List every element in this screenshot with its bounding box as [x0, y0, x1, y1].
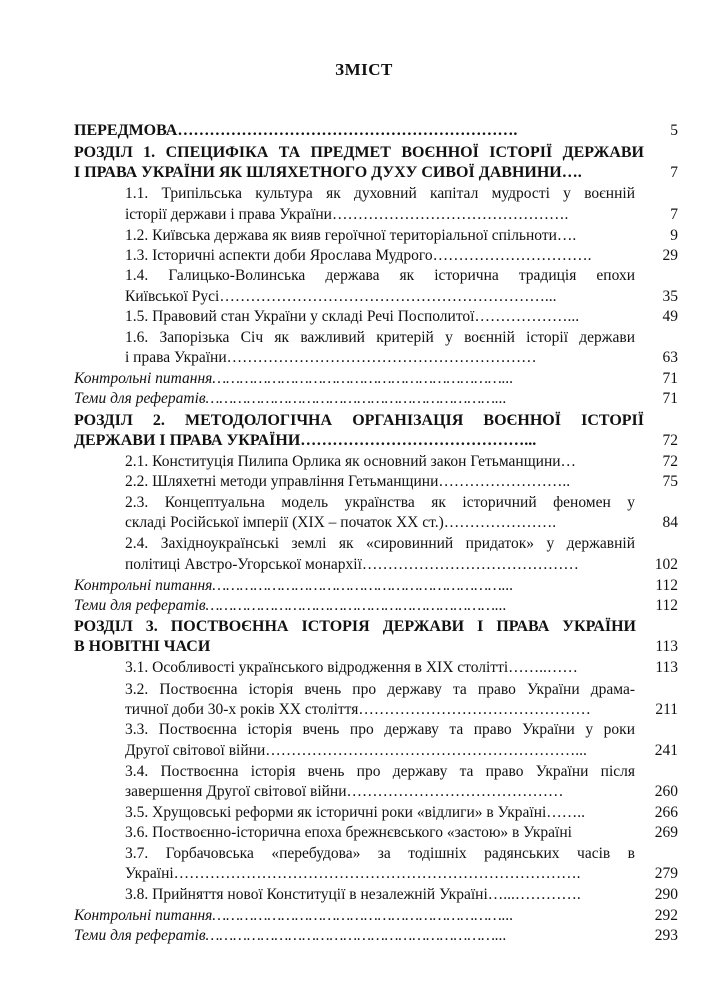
toc-section-2-4[interactable]: 2.4. Західноукраїнські землі як «сировинний придаток» у державній [125, 535, 635, 552]
toc-essay-topics-1[interactable]: Теми для рефератів………………………………………………………... [74, 390, 507, 407]
toc-page-number: 29 [662, 247, 678, 264]
toc-section-3-2-cont[interactable]: тичної доби 30-х років ХХ століття……………………………………… [125, 701, 591, 718]
toc-essay-topics-2[interactable]: Теми для рефератів………………………………………………………... [74, 597, 507, 614]
toc-section-3-2[interactable]: 3.2. Поствоєнна історія вчень про державу та право України драма- [125, 681, 635, 698]
toc-section-1-4-cont[interactable]: Київської Русі………………………………………………………... [125, 288, 557, 305]
toc-section-3-5[interactable]: 3.5. Хрущовські реформи як історичні роки «відлиги» в Україні…….. [125, 804, 586, 821]
toc-section-1-1[interactable]: 1.1. Трипільська культура як духовний капітал мудрості у воєнній [125, 185, 635, 202]
toc-chapter-2-title-cont[interactable]: ДЕРЖАВИ І ПРАВА УКРАЇНИ……………………………………... [74, 432, 537, 449]
toc-review-questions-3[interactable]: Контрольні питання………………………………………………………... [74, 907, 514, 924]
toc-section-3-4[interactable]: 3.4. Поствоєнна історія вчень про державу та право України після [125, 763, 635, 780]
toc-page-number: 260 [654, 783, 678, 800]
toc-section-3-7-cont[interactable]: Україні……………………………………………………………………. [125, 865, 581, 882]
toc-page-number: 7 [670, 206, 678, 223]
toc-section-2-4-cont[interactable]: політиці Австро-Угорської монархії…………………………………… [125, 556, 579, 573]
toc-section-1-5[interactable]: 1.5. Правовий стан України у складі Речі Посполитої………………... [125, 308, 580, 325]
toc-section-2-3[interactable]: 2.3. Концептуальна модель українства як історичний феномен у [125, 494, 635, 511]
toc-section-3-1[interactable]: 3.1. Особливості українського відродження в ХІХ столітті……..…… [125, 659, 578, 676]
toc-page-number: 71 [662, 390, 678, 407]
toc-page-number: 113 [655, 638, 678, 655]
toc-page-number: 102 [654, 556, 678, 573]
toc-page-number: 279 [654, 865, 678, 882]
toc-page-number: 75 [662, 473, 678, 490]
toc-page-number: 49 [662, 308, 678, 325]
toc-page-number: 72 [662, 432, 678, 449]
toc-page-number: 241 [654, 742, 678, 759]
toc-section-3-7[interactable]: 3.7. Горбачовська «перебудова» за тодішніх радянських часів в [125, 845, 635, 862]
toc-section-3-4-cont[interactable]: завершення Другої світової війни…………………………………… [125, 783, 564, 800]
toc-page-number: 9 [670, 227, 678, 244]
toc-section-1-2[interactable]: 1.2. Київська держава як вияв героїчної територіальної спільноти…. [125, 227, 577, 244]
toc-page-number: 72 [662, 453, 678, 470]
toc-chapter-1-title[interactable]: РОЗДІЛ 1. СПЕЦИФІКА ТА ПРЕДМЕТ ВОЄННОЇ ІСТОРІЇ ДЕРЖАВИ [74, 144, 644, 161]
toc-page-number: 293 [654, 927, 678, 944]
toc-section-1-1-cont[interactable]: історії держави і права України………………………………………. [125, 206, 569, 223]
toc-section-1-6-cont[interactable]: і права України…………………………………………………… [125, 349, 537, 366]
toc-review-questions-2[interactable]: Контрольні питання………………………………………………………... [74, 577, 514, 594]
toc-page-number: 292 [654, 907, 678, 924]
toc-page-number: 71 [662, 370, 678, 387]
toc-page-number: 7 [670, 164, 678, 181]
toc-chapter-1-title-cont[interactable]: І ПРАВА УКРАЇНИ ЯК ШЛЯХЕТНОГО ДУХУ СИВОЇ ДАВНИНИ…. [74, 164, 582, 181]
toc-chapter-2-title[interactable]: РОЗДІЛ 2. МЕТОДОЛОГІЧНА ОРГАНІЗАЦІЯ ВОЄННОЇ ІСТОРІЇ [74, 412, 644, 429]
toc-page-number: 112 [655, 577, 678, 594]
toc-page-number: 211 [655, 701, 678, 718]
toc-page-number: 269 [654, 824, 678, 841]
toc-section-3-3-cont[interactable]: Другої світової війни……………………………………………………... [125, 742, 587, 759]
toc-section-3-3[interactable]: 3.3. Поствоєнна історія вчень про державу та право України у роки [125, 721, 635, 738]
toc-review-questions-1[interactable]: Контрольні питання………………………………………………………... [74, 370, 514, 387]
toc-page-number: 63 [662, 349, 678, 366]
toc-chapter-3-title[interactable]: РОЗДІЛ 3. ПОСТВОЄННА ІСТОРІЯ ДЕРЖАВИ І ПРАВА УКРАЇНИ [74, 618, 636, 635]
toc-section-2-3-cont[interactable]: складі Російської імперії (ХІХ – початок ХХ ст.)…………………. [125, 514, 557, 531]
toc-page-number: 266 [654, 804, 678, 821]
toc-section-3-8[interactable]: 3.8. Прийняття нової Конституції в незалежній Україні…...…………. [125, 886, 581, 903]
toc-section-2-2[interactable]: 2.2. Шляхетні методи управління Гетьманщини…………………….. [125, 473, 571, 490]
toc-essay-topics-3[interactable]: Теми для рефератів………………………………………………………... [74, 927, 507, 944]
toc-page-number: 290 [654, 886, 678, 903]
toc-page-number: 112 [655, 597, 678, 614]
toc-section-2-1[interactable]: 2.1. Конституція Пилипа Орлика як основний закон Гетьманщини… [125, 453, 577, 470]
toc-page-number: 35 [662, 288, 678, 305]
toc-chapter-3-title-cont[interactable]: В НОВІТНІ ЧАСИ [74, 638, 211, 655]
toc-section-1-6[interactable]: 1.6. Запорізька Січ як важливий критерій у воєнній історії держави [125, 329, 635, 346]
toc-page-number: 84 [662, 514, 678, 531]
toc-entry-preface[interactable]: ПЕРЕДМОВА………………………………………………………. [74, 122, 518, 139]
toc-page-number: 113 [655, 659, 678, 676]
toc-section-1-4[interactable]: 1.4. Галицько-Волинська держава як історична традиція епохи [125, 267, 635, 284]
toc-page-number: 5 [670, 122, 678, 139]
toc-section-3-6[interactable]: 3.6. Поствоєнно-історична епоха брежнєвського «застою» в Україні [125, 824, 572, 841]
toc-section-1-3[interactable]: 1.3. Історичні аспекти доби Ярослава Мудрого…………………………. [125, 247, 592, 264]
page-title: ЗМІСТ [335, 60, 393, 79]
